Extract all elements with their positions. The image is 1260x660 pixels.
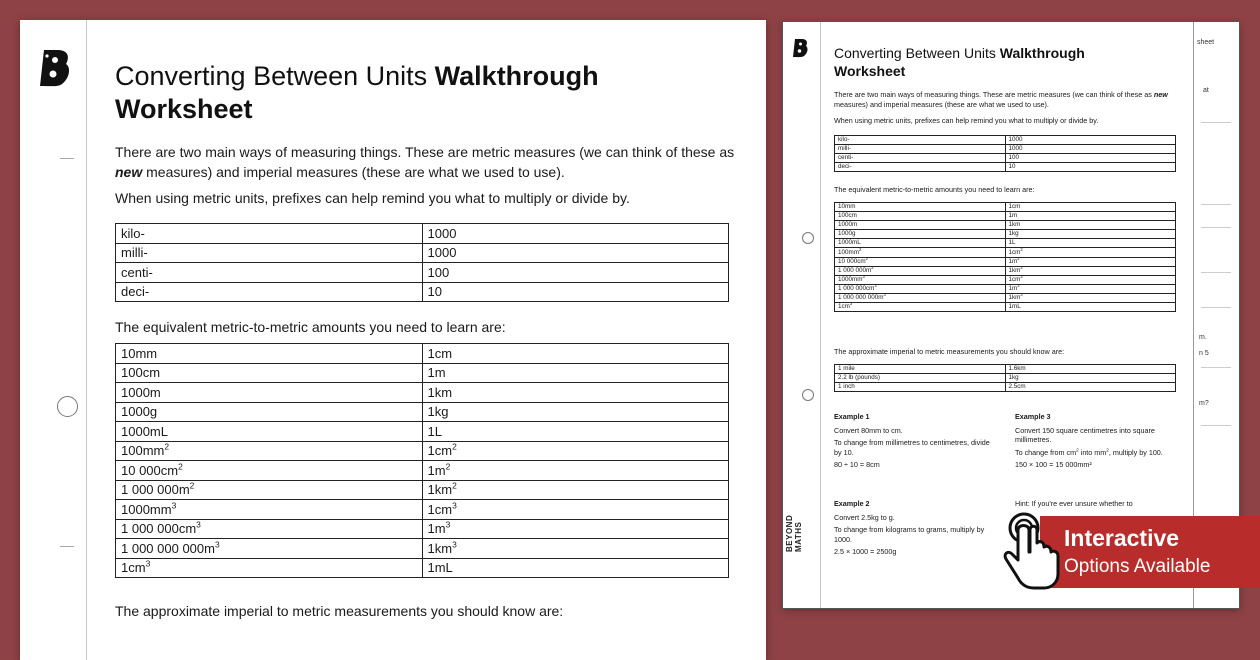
left-cell xyxy=(116,402,423,422)
table-row xyxy=(116,383,729,403)
table-row xyxy=(835,248,1176,257)
right-cell-superscript: 3 xyxy=(452,539,457,550)
left-cell-text: 100cm xyxy=(838,212,857,220)
right-cell xyxy=(422,519,729,539)
left-cell-text: 1cm xyxy=(838,303,850,311)
table-row xyxy=(116,461,729,481)
table-row xyxy=(116,558,729,578)
underlying-rule xyxy=(1201,272,1231,273)
left-cell xyxy=(116,461,423,481)
right-cell xyxy=(1005,248,1176,257)
left-cell xyxy=(835,374,1006,383)
right-cell-text: 1000 xyxy=(1008,136,1023,144)
left-cell-superscript: 2 xyxy=(859,246,862,252)
right-cell-text: 100 xyxy=(427,264,450,280)
underlying-page-fragment: sheet xyxy=(1197,39,1215,46)
title-regular: Converting Between Units xyxy=(115,61,435,91)
right-cell xyxy=(422,363,729,383)
underlying-page-fragment: n 5 xyxy=(1199,350,1209,357)
example-question: Convert 2.5kg to g. xyxy=(834,512,895,522)
example-step xyxy=(1015,448,1180,458)
left-cell-text: 10 000cm xyxy=(121,462,179,478)
right-cell-text: 1L xyxy=(1008,239,1016,247)
example-2 xyxy=(834,499,999,560)
left-cell-text: 1 000 000m xyxy=(121,482,190,498)
left-cell xyxy=(835,365,1006,374)
left-cell xyxy=(116,363,423,383)
underlying-rule xyxy=(1201,425,1231,426)
worksheet-title xyxy=(115,60,675,126)
table-row xyxy=(835,266,1176,275)
left-cell-text: 1 inch xyxy=(838,383,855,391)
right-cell-text: 1cm xyxy=(1008,275,1021,283)
table-row xyxy=(116,224,729,244)
metric-heading: The equivalent metric-to-metric amounts you need to learn are: xyxy=(834,185,1035,194)
right-cell-text: 1.6km xyxy=(1008,365,1026,373)
right-cell-text: 1km xyxy=(1008,221,1021,229)
left-cell xyxy=(835,300,1006,312)
left-cell xyxy=(835,145,1006,154)
right-cell-superscript: 2 xyxy=(452,480,457,491)
left-cell xyxy=(835,221,1006,230)
right-cell xyxy=(1005,230,1176,239)
left-cell-text: 1000mm xyxy=(838,275,863,283)
side-brand-label: BEYOND MATHS xyxy=(785,514,803,552)
underlying-rule xyxy=(1201,227,1231,228)
left-cell xyxy=(116,224,423,244)
table-row xyxy=(835,221,1176,230)
right-cell xyxy=(1005,284,1176,293)
table-row xyxy=(116,441,729,461)
right-cell-superscript: 2 xyxy=(452,441,457,452)
table-row xyxy=(116,480,729,500)
table-row xyxy=(835,365,1176,374)
table-row xyxy=(835,230,1176,239)
right-cell xyxy=(1005,374,1176,383)
step-sup: 2 xyxy=(1106,447,1109,453)
underlying-rule xyxy=(1201,307,1231,308)
example-step: To change from kilograms to grams, multiply by 1000. xyxy=(834,525,985,544)
right-cell xyxy=(422,461,729,481)
right-cell-text: 1cm xyxy=(1008,203,1021,211)
left-cell xyxy=(116,480,423,500)
title-regular: Converting Between Units xyxy=(834,45,1000,61)
right-cell xyxy=(1005,303,1176,312)
left-cell-superscript: 2 xyxy=(865,255,868,261)
right-cell xyxy=(1005,365,1176,374)
left-cell-superscript: 2 xyxy=(871,264,874,270)
metric-heading: The equivalent metric-to-metric amounts you need to learn are: xyxy=(115,319,506,335)
left-cell-superscript: 3 xyxy=(145,558,151,569)
right-cell xyxy=(1005,239,1176,248)
left-cell-text: 1000g xyxy=(838,230,856,238)
step-text: into mm xyxy=(1078,447,1107,457)
right-cell xyxy=(422,224,729,244)
left-cell xyxy=(116,558,423,578)
left-cell-text: 1 000 000 000m xyxy=(121,540,215,556)
right-cell-text: 2.5cm xyxy=(1008,383,1026,391)
left-cell-text: 1000mm xyxy=(121,501,172,517)
left-cell-text: 10 000cm xyxy=(838,257,866,265)
intro-text-b: measures) and imperial measures (these are what we used to use). xyxy=(834,99,1049,109)
left-cell-text: 100mm xyxy=(838,248,859,256)
right-cell-text: 1km xyxy=(1008,266,1021,274)
left-cell xyxy=(116,282,423,302)
right-cell-text: 1000 xyxy=(1008,145,1023,153)
table-row xyxy=(116,363,729,383)
left-cell-superscript: 3 xyxy=(862,273,865,279)
underlying-page-fragment: at xyxy=(1203,87,1209,94)
left-cell-text: 10mm xyxy=(121,345,158,361)
table-row xyxy=(116,402,729,422)
table-row xyxy=(116,539,729,559)
left-cell xyxy=(835,212,1006,221)
underlying-rule xyxy=(1201,367,1231,368)
left-cell xyxy=(835,154,1006,163)
punch-hole xyxy=(57,396,78,417)
left-cell-text: kilo- xyxy=(121,225,145,241)
metric-conversion-table xyxy=(834,202,1176,312)
title-bold: Walkthrough Worksheet xyxy=(834,45,1085,79)
binding-margin-line xyxy=(86,20,87,660)
left-cell-text: 10mm xyxy=(838,203,856,211)
right-cell-text: 1km xyxy=(427,540,453,556)
right-cell-text: 1km xyxy=(427,384,453,400)
table-row xyxy=(835,145,1176,154)
left-cell-text: 1 000 000cm xyxy=(121,521,197,537)
imperial-heading: The approximate imperial to metric measurements you should know are: xyxy=(834,347,1065,356)
right-cell xyxy=(422,422,729,442)
right-cell xyxy=(422,558,729,578)
right-cell-text: 1km xyxy=(1008,293,1021,301)
right-cell xyxy=(1005,293,1176,302)
left-cell-text: kilo- xyxy=(838,136,850,144)
left-cell-text: 100cm xyxy=(121,365,161,381)
right-cell xyxy=(1005,257,1176,266)
badge-banner[interactable] xyxy=(1040,516,1260,588)
left-cell-superscript: 2 xyxy=(164,441,170,452)
right-cell-text: 1L xyxy=(427,423,442,439)
right-cell xyxy=(1005,383,1176,392)
right-cell xyxy=(1005,145,1176,154)
left-cell-text: milli- xyxy=(121,245,148,261)
left-cell xyxy=(835,275,1006,284)
right-cell xyxy=(422,263,729,283)
left-cell-text: deci- xyxy=(121,284,150,300)
metric-conversion-table xyxy=(115,343,729,578)
example-3 xyxy=(1015,412,1180,473)
right-cell-superscript: 3 xyxy=(445,519,451,530)
example-answer: 80 ÷ 10 = 8cm xyxy=(834,460,880,469)
intro-paragraph xyxy=(834,90,1180,109)
step-sup: 2 xyxy=(1076,447,1079,453)
table-row xyxy=(116,422,729,442)
example-heading: Example 2 xyxy=(834,499,870,508)
underlying-rule xyxy=(1201,122,1231,123)
prefix-instruction: When using metric units, prefixes can help remind you what to multiply or divide by. xyxy=(115,190,630,206)
beyond-logo-icon xyxy=(792,38,809,58)
left-cell-superscript: 3 xyxy=(196,519,201,530)
right-cell-text: 1cm xyxy=(427,501,453,517)
table-row xyxy=(835,383,1176,392)
example-answer: 2.5 × 1000 = 2500g xyxy=(834,547,897,556)
left-cell-superscript: 2 xyxy=(178,461,183,472)
worksheet-title xyxy=(834,44,1154,80)
imperial-conversion-table xyxy=(834,364,1176,392)
left-cell xyxy=(835,136,1006,145)
table-row xyxy=(835,203,1176,212)
left-cell xyxy=(116,422,423,442)
left-cell xyxy=(835,293,1006,302)
left-cell-text: 1 000 000cm xyxy=(838,284,875,292)
right-cell-superscript: 2 xyxy=(1020,246,1023,252)
underlying-page-fragment: m. xyxy=(1199,334,1207,341)
table-row xyxy=(116,243,729,263)
right-cell xyxy=(1005,221,1176,230)
left-cell-text: 1cm xyxy=(121,560,146,576)
right-cell-text: 10 xyxy=(427,284,442,300)
left-cell xyxy=(835,383,1006,392)
right-cell-text: 1mL xyxy=(427,560,453,576)
example-1 xyxy=(834,412,999,473)
badge-line-1: Interactive xyxy=(1064,525,1180,551)
badge-line-2: Options Available xyxy=(1064,556,1211,577)
example-step: To change from millimetres to centimetres, divide by 10. xyxy=(834,438,990,457)
left-cell-superscript: 2 xyxy=(189,480,195,491)
left-cell-text: 2.2 lb (pounds) xyxy=(838,374,881,382)
right-cell xyxy=(422,500,729,520)
beyond-logo-icon xyxy=(38,48,72,88)
right-cell-text: 1kg xyxy=(1008,374,1019,382)
intro-text-b: measures) and imperial measures (these are what we used to use). xyxy=(142,164,565,180)
right-cell xyxy=(422,383,729,403)
table-row xyxy=(835,239,1176,248)
left-cell xyxy=(116,500,423,520)
right-cell xyxy=(422,282,729,302)
right-cell-text: 1m xyxy=(427,365,446,381)
right-cell xyxy=(1005,136,1176,145)
example-heading: Example 1 xyxy=(834,412,870,421)
intro-text-a: There are two main ways of measuring things. These are metric measures (we can think of these as xyxy=(834,90,1154,99)
imperial-heading: The approximate imperial to metric measurements you should know are: xyxy=(115,603,564,619)
right-cell-text: 1cm xyxy=(427,345,453,361)
left-cell-superscript: 3 xyxy=(883,291,886,297)
prefix-table xyxy=(834,135,1176,172)
right-cell-text: 1m xyxy=(1008,257,1018,265)
right-cell xyxy=(1005,154,1176,163)
left-cell-text: 100mm xyxy=(121,443,165,459)
right-cell xyxy=(1005,212,1176,221)
intro-paragraph xyxy=(115,142,745,182)
table-row xyxy=(835,293,1176,302)
right-cell xyxy=(1005,203,1176,212)
left-cell xyxy=(835,248,1006,257)
worksheet-page-preview-large xyxy=(20,20,766,660)
table-row xyxy=(116,263,729,283)
right-cell xyxy=(422,441,729,461)
underlying-rule xyxy=(1201,204,1231,205)
right-cell-superscript: 3 xyxy=(1020,291,1023,297)
left-cell-text: centi- xyxy=(838,154,854,162)
right-cell xyxy=(1005,266,1176,275)
right-cell-superscript: 3 xyxy=(452,500,457,511)
right-cell-text: 1m xyxy=(427,521,446,537)
left-cell xyxy=(835,163,1006,172)
example-heading: Example 3 xyxy=(1015,412,1051,421)
left-cell xyxy=(116,263,423,283)
right-cell-text: 1mL xyxy=(1008,303,1021,311)
right-cell-superscript: 2 xyxy=(1020,264,1023,270)
right-cell-superscript: 2 xyxy=(1017,255,1020,261)
left-cell xyxy=(835,284,1006,293)
table-row xyxy=(116,282,729,302)
table-row xyxy=(116,519,729,539)
underlying-page-fragment: m? xyxy=(1199,400,1209,407)
right-cell-superscript: 2 xyxy=(445,461,451,472)
step-text: To change from cm xyxy=(1015,447,1077,457)
example-question: Convert 80mm to cm. xyxy=(834,425,903,435)
table-row xyxy=(835,275,1176,284)
left-cell-text: 1 000 000m xyxy=(838,266,872,274)
left-cell xyxy=(835,266,1006,275)
left-cell-text: milli- xyxy=(838,145,851,153)
left-cell-superscript: 3 xyxy=(849,300,853,306)
left-cell-superscript: 3 xyxy=(171,500,177,511)
table-row xyxy=(835,136,1176,145)
hint-text: Hint: If you're ever unsure whether to xyxy=(1015,499,1133,508)
left-cell-text: 1 000 000 000m xyxy=(838,293,884,301)
table-row xyxy=(835,163,1176,172)
right-cell-text: 1000 xyxy=(427,245,457,261)
right-cell-superscript: 3 xyxy=(1017,282,1020,288)
left-cell-text: 1000mL xyxy=(838,239,861,247)
pointing-hand-icon xyxy=(1000,512,1070,592)
left-cell-text: deci- xyxy=(838,163,852,171)
left-cell xyxy=(835,257,1006,266)
left-cell-text: 1000m xyxy=(838,221,858,229)
table-row xyxy=(835,303,1176,312)
right-cell xyxy=(422,243,729,263)
punch-hole xyxy=(802,389,814,401)
right-cell-text: 10 xyxy=(1008,163,1016,171)
table-row xyxy=(835,212,1176,221)
left-cell xyxy=(835,230,1006,239)
left-cell xyxy=(835,203,1006,212)
left-cell-text: 1000g xyxy=(121,404,158,420)
left-cell-superscript: 3 xyxy=(874,282,877,288)
right-cell-text: 100 xyxy=(1008,154,1020,162)
binding-margin-line xyxy=(820,22,821,608)
margin-tick xyxy=(60,546,74,547)
prefix-instruction: When using metric units, prefixes can help remind you what to multiply or divide by. xyxy=(834,116,1099,125)
table-row xyxy=(835,374,1176,383)
intro-emphasis: new xyxy=(1153,90,1168,99)
table-row xyxy=(116,500,729,520)
right-cell xyxy=(422,539,729,559)
left-cell xyxy=(116,383,423,403)
title-bold: Walkthrough Worksheet xyxy=(115,61,599,124)
punch-hole xyxy=(802,232,814,244)
left-cell-text: 1000m xyxy=(121,384,161,400)
left-cell-text: centi- xyxy=(121,264,153,280)
table-row xyxy=(116,344,729,364)
intro-text-a: There are two main ways of measuring things. These are metric measures (we can think of these as xyxy=(115,144,735,160)
right-cell xyxy=(422,344,729,364)
right-cell-text: 1m xyxy=(1008,212,1018,220)
right-cell-text: 1000 xyxy=(427,225,457,241)
left-cell xyxy=(116,243,423,263)
prefix-table xyxy=(115,223,729,302)
right-cell xyxy=(422,402,729,422)
left-cell xyxy=(116,441,423,461)
left-cell xyxy=(116,519,423,539)
interactive-options-badge[interactable] xyxy=(1000,512,1260,592)
margin-tick xyxy=(60,158,74,159)
right-cell xyxy=(1005,163,1176,172)
table-row xyxy=(835,154,1176,163)
right-cell-text: 1cm xyxy=(1008,248,1021,256)
step-text: , multiply by 100. xyxy=(1108,447,1163,457)
left-cell-superscript: 3 xyxy=(214,539,220,550)
right-cell-superscript: 3 xyxy=(1020,273,1023,279)
left-cell-text: 1000mL xyxy=(121,423,168,439)
left-cell xyxy=(116,539,423,559)
right-cell-text: 1m xyxy=(1008,284,1018,292)
right-cell xyxy=(1005,275,1176,284)
right-cell-text: 1cm xyxy=(427,443,453,459)
right-cell-text: 1kg xyxy=(1008,230,1019,238)
table-row xyxy=(835,257,1176,266)
intro-emphasis: new xyxy=(115,164,143,180)
left-cell-text: 1 mile xyxy=(838,365,855,373)
example-question: Convert 150 square centimetres into square millimetres. xyxy=(1015,425,1155,444)
right-cell xyxy=(422,480,729,500)
left-cell xyxy=(116,344,423,364)
example-answer: 150 × 100 = 15 000mm² xyxy=(1015,460,1092,469)
right-cell-text: 1km xyxy=(427,482,453,498)
right-cell-text: 1m xyxy=(427,462,446,478)
right-cell-text: 1kg xyxy=(427,404,449,420)
